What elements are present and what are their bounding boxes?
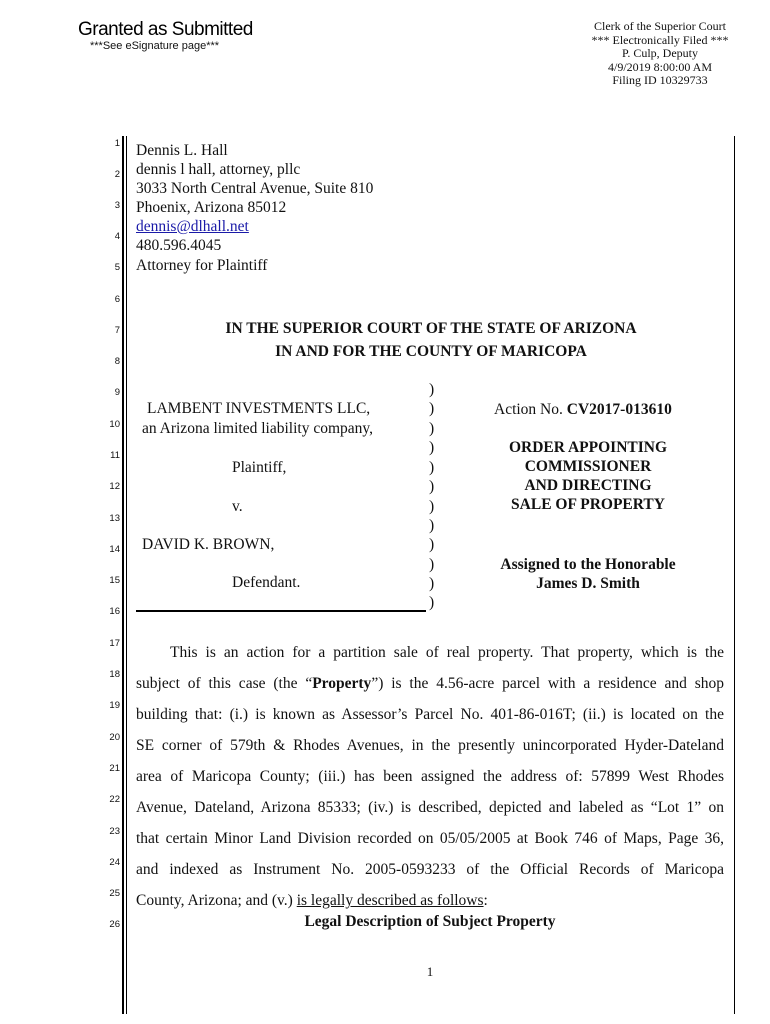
order-title-line: ORDER APPOINTING — [508, 439, 668, 456]
clerk-line: Clerk of the Superior Court — [594, 19, 726, 33]
caption-paren: ) — [429, 400, 435, 417]
line-number: 19 — [109, 700, 120, 711]
line-number: 9 — [114, 387, 120, 398]
caption-paren: ) — [429, 536, 435, 553]
caption-paren: ) — [429, 517, 435, 534]
plaintiff-role: Plaintiff, — [232, 459, 287, 476]
line-number: 17 — [109, 638, 120, 649]
caption-paren: ) — [429, 498, 435, 515]
plaintiff-description: an Arizona limited liability company, — [142, 420, 374, 437]
assigned-judge-line: James D. Smith — [536, 575, 640, 592]
body-line: subject of this case (the “Property”) is the 4.56-acre parcel with a residence and shop — [136, 675, 724, 692]
caption-paren: ) — [429, 439, 435, 456]
line-number: 20 — [109, 732, 120, 743]
body-line: and indexed as Instrument No. 2005-0593233 of the Official Records of Maricopa — [136, 861, 724, 878]
defendant-name: DAVID K. BROWN, — [142, 536, 275, 553]
action-number-prefix: Action No. — [494, 401, 563, 418]
order-title-line: AND DIRECTING — [524, 477, 652, 494]
defendant-role: Defendant. — [232, 574, 301, 591]
attorney-address-line1: 3033 North Central Avenue, Suite 810 — [136, 180, 374, 197]
line-number: 3 — [114, 200, 120, 211]
stamp-subtitle: ***See eSignature page*** — [90, 40, 220, 52]
right-margin-rule — [734, 136, 735, 1014]
clerk-line: P. Culp, Deputy — [621, 46, 698, 60]
body-line: County, Arizona; and (v.) is legally described as follows: — [136, 892, 488, 909]
line-number: 22 — [109, 794, 120, 805]
clerk-line: 4/9/2019 8:00:00 AM — [607, 59, 712, 74]
attorney-firm: dennis l hall, attorney, pllc — [136, 161, 301, 178]
line-number: 18 — [109, 669, 120, 680]
order-title-line: SALE OF PROPERTY — [511, 496, 665, 513]
line-number: 7 — [114, 325, 120, 336]
attorney-phone: 480.596.4045 — [136, 237, 222, 254]
body-line: Avenue, Dateland, Arizona 85333; (iv.) is described, depicted and labeled as “Lot 1” on — [136, 799, 724, 816]
line-number: 12 — [109, 481, 120, 492]
line-number: 8 — [114, 356, 120, 367]
left-margin-rule — [122, 136, 124, 1014]
line-number: 5 — [114, 262, 120, 273]
caption-rule — [136, 610, 426, 612]
underlined-phrase: is legally described as follows — [296, 892, 484, 909]
assigned-judge-line: Assigned to the Honorable — [500, 556, 676, 573]
body-line: This is an action for a partition sale of real property. That property, which is the — [170, 644, 724, 661]
stamp-title: Granted as Submitted — [78, 19, 253, 40]
attorney-role: Attorney for Plaintiff — [136, 257, 268, 274]
caption-paren: ) — [429, 420, 435, 437]
body-line: that certain Minor Land Division recorded on 05/05/2005 at Book 746 of Maps, Page 36, — [136, 830, 724, 847]
caption-paren: ) — [429, 459, 435, 476]
line-number: 6 — [114, 294, 120, 305]
line-number: 21 — [109, 763, 120, 774]
caption-paren: ) — [429, 556, 435, 573]
line-number: 11 — [110, 450, 120, 461]
line-number: 4 — [114, 231, 120, 242]
order-title-line: COMMISSIONER — [524, 458, 652, 475]
court-heading-line1: IN THE SUPERIOR COURT OF THE STATE OF ARIZONA — [225, 320, 637, 337]
action-number-value: CV2017-013610 — [566, 401, 672, 418]
versus: v. — [232, 498, 243, 515]
court-heading-line2: IN AND FOR THE COUNTY OF MARICOPA — [275, 343, 587, 360]
clerk-line: *** Electronically Filed *** — [591, 32, 729, 47]
line-number: 10 — [109, 419, 120, 430]
caption-paren: ) — [429, 478, 435, 495]
attorney-email-link[interactable]: dennis@dlhall.net — [136, 218, 249, 235]
line-number: 14 — [109, 544, 120, 555]
caption-paren: ) — [429, 575, 435, 592]
caption-paren: ) — [429, 594, 435, 611]
line-number: 25 — [109, 888, 120, 899]
clerk-filing-block — [560, 20, 760, 88]
left-margin-rule-inner — [126, 136, 127, 1014]
line-number: 16 — [109, 606, 120, 617]
line-number: 1 — [114, 138, 120, 149]
clerk-line: Filing ID 10329733 — [612, 73, 708, 87]
attorney-address-line2: Phoenix, Arizona 85012 — [136, 199, 287, 216]
line-number: 23 — [109, 826, 120, 837]
attorney-name: Dennis L. Hall — [136, 142, 228, 159]
line-number: 24 — [109, 857, 120, 868]
body-line: area of Maricopa County; (iii.) has been assigned the address of: 57899 West Rhodes — [136, 768, 724, 785]
line-number: 15 — [109, 575, 120, 586]
page-number: 1 — [426, 964, 434, 979]
plaintiff-name: LAMBENT INVESTMENTS LLC, — [147, 400, 371, 417]
action-number — [494, 400, 672, 419]
line-number: 2 — [114, 169, 120, 180]
property-term: Property — [312, 675, 372, 692]
body-line: SE corner of 579th & Rhodes Avenues, in the presently unincorporated Hyder-Dateland — [136, 737, 724, 754]
body-line: building that: (i.) is known as Assessor’s Parcel No. 401-86-016T; (ii.) is located on the — [136, 706, 724, 723]
line-number: 13 — [109, 513, 120, 524]
line-number: 26 — [109, 919, 120, 930]
caption-paren: ) — [429, 381, 435, 398]
legal-description-heading: Legal Description of Subject Property — [304, 913, 556, 930]
